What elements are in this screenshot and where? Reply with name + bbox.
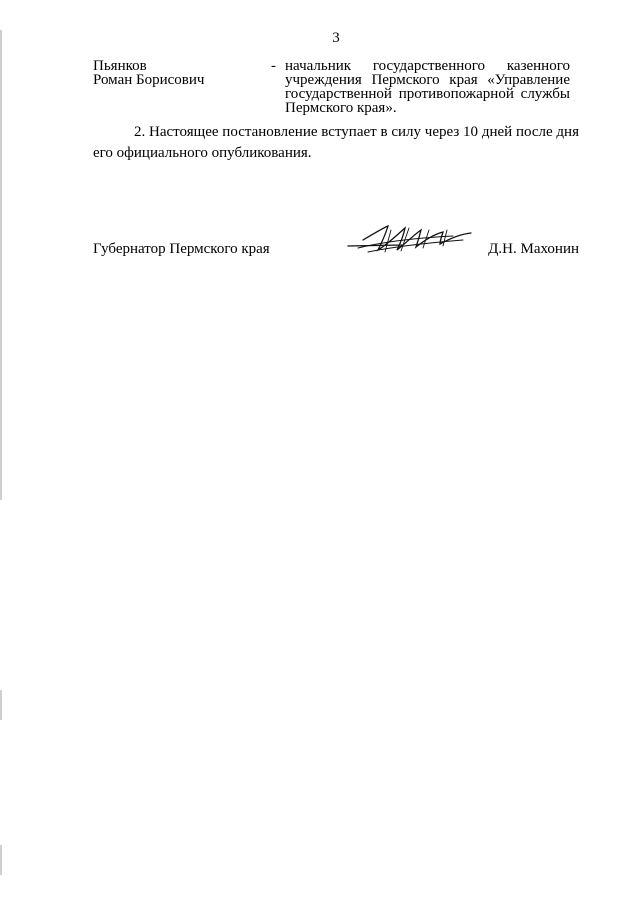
scan-edge-mark: [0, 30, 2, 500]
signer-name: Д.Н. Махонин: [488, 241, 579, 257]
clause-2: 2. Настоящее постановление вступает в силу через 10 дней после дня его официального опубликования.: [93, 124, 579, 161]
handwritten-signature: [343, 216, 478, 266]
signer-title: Губернатор Пермского края: [93, 241, 270, 257]
scan-edge-mark: [0, 690, 2, 720]
member-position: начальник государственного казенного учреждения Пермского края «Управление государственной противопожарной службы Пермского края».: [285, 58, 570, 116]
member-name: [93, 59, 263, 87]
signature-block: [93, 236, 579, 276]
member-surname: Пьянков: [93, 58, 147, 74]
member-dash: -: [271, 58, 276, 74]
page-number: 3: [332, 30, 340, 46]
scan-edge-mark: [0, 845, 2, 875]
member-given-names: Роман Борисович: [93, 72, 205, 88]
